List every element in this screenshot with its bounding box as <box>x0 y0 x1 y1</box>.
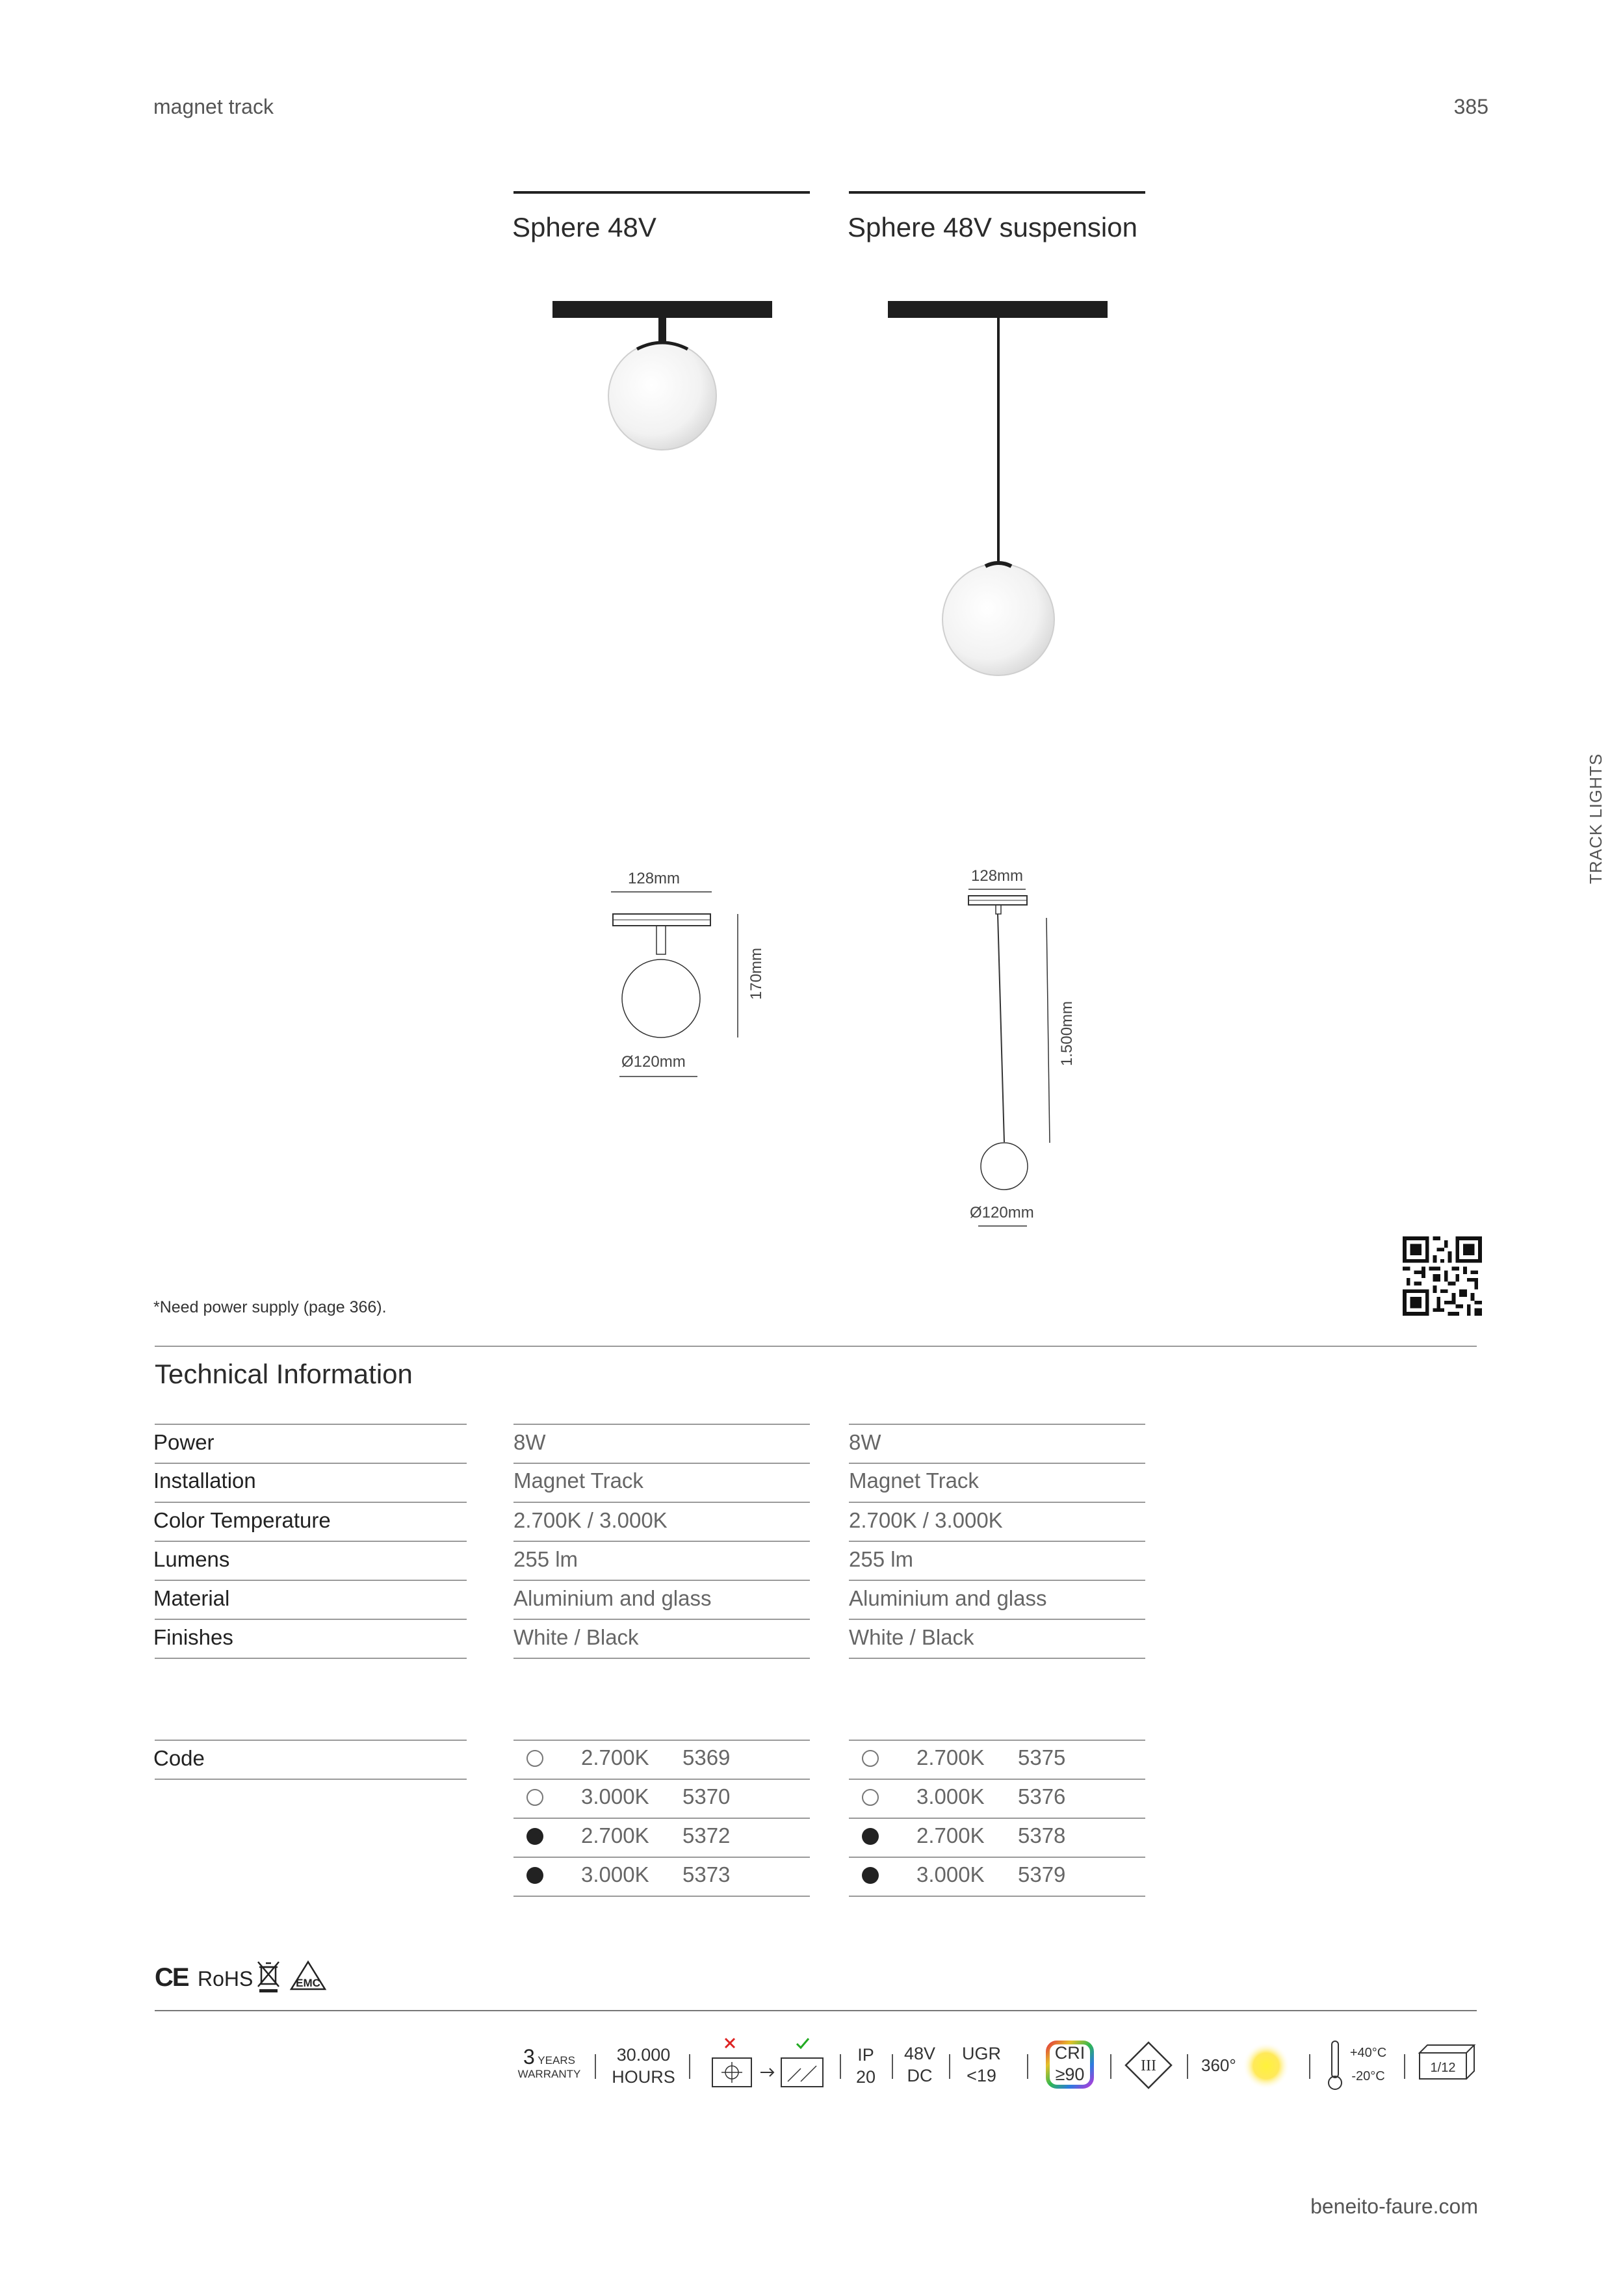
code-rule <box>513 1896 810 1897</box>
hours-value: 30.000 <box>616 2045 671 2065</box>
features-divider <box>155 2010 1477 2011</box>
product-code: 5373 <box>682 1862 731 1886</box>
page-number: 385 <box>1453 95 1488 118</box>
code-rule <box>513 1818 810 1819</box>
product-image-sphere <box>546 296 780 465</box>
spec-rule <box>155 1502 467 1503</box>
code-rule <box>513 1779 810 1780</box>
code-rule <box>513 1857 810 1858</box>
code-rule <box>155 1779 467 1780</box>
code-temperature: 2.700K <box>581 1745 649 1769</box>
spec-rule <box>513 1580 810 1581</box>
code-temperature: 2.700K <box>581 1823 649 1847</box>
product-code: 5370 <box>682 1784 731 1808</box>
spec-rule <box>155 1619 467 1620</box>
voltage-rating <box>897 2042 942 2087</box>
ip-value: 20 <box>855 2067 876 2087</box>
product-code: 5375 <box>1018 1745 1066 1769</box>
code-rule <box>849 1857 1145 1858</box>
spec-rule <box>513 1619 810 1620</box>
light-source-glow-icon <box>1241 2041 1291 2091</box>
drawing-left-diameter: Ø120mm <box>621 1053 686 1071</box>
spec-rule <box>849 1424 1145 1425</box>
drawing-left-width: 128mm <box>628 870 681 887</box>
product-title-rule <box>849 191 1145 194</box>
technical-info-title: Technical Information <box>155 1359 413 1389</box>
feature-separator <box>1309 2054 1310 2079</box>
ip-rating <box>846 2044 885 2088</box>
spec-rule <box>513 1424 810 1425</box>
spec-label-color-temperature: Color Temperature <box>153 1508 331 1532</box>
code-rule <box>513 1740 810 1741</box>
spec-label-power: Power <box>153 1430 214 1454</box>
code-temperature: 3.000K <box>581 1784 649 1808</box>
spec-value-finishes: White / Black <box>513 1625 639 1649</box>
spec-rule <box>155 1463 467 1464</box>
spec-rule <box>849 1580 1145 1581</box>
finish-black-swatch <box>862 1828 879 1845</box>
code-rule <box>849 1779 1145 1780</box>
product-title-sphere: Sphere 48V <box>512 212 656 242</box>
ugr-label: UGR <box>962 2044 1001 2063</box>
finish-white-swatch <box>526 1750 543 1767</box>
product-code: 5378 <box>1018 1823 1066 1847</box>
spec-value-material: Aluminium and glass <box>513 1586 712 1610</box>
spec-label-finishes: Finishes <box>153 1625 233 1649</box>
drawing-left-height: 170mm <box>747 947 765 1000</box>
drawing-right-diameter: Ø120mm <box>970 1204 1034 1221</box>
spec-value-color-temperature: 2.700K / 3.000K <box>849 1508 1003 1532</box>
spec-rule <box>849 1463 1145 1464</box>
code-temperature: 3.000K <box>581 1862 649 1886</box>
lifetime-hours <box>604 2044 682 2088</box>
emc-mark-icon <box>289 1959 328 1993</box>
temp-max: +40°C <box>1349 2046 1387 2060</box>
feature-separator <box>840 2054 841 2079</box>
warranty-years: YEARS <box>538 2054 575 2067</box>
spec-value-material: Aluminium and glass <box>849 1586 1047 1610</box>
power-supply-note: *Need power supply (page 366). <box>153 1298 387 1316</box>
spec-value-finishes: White / Black <box>849 1625 974 1649</box>
warranty-number: 3 <box>523 2045 535 2068</box>
feature-separator <box>595 2054 596 2079</box>
product-code: 5376 <box>1018 1784 1066 1808</box>
drawing-right-height: 1.500mm <box>1058 1000 1076 1066</box>
feature-separator <box>1404 2054 1405 2079</box>
cri-value: ≥90 <box>1055 2065 1085 2084</box>
product-code: 5379 <box>1018 1862 1066 1886</box>
spec-rule <box>513 1502 810 1503</box>
spec-value-installation: Magnet Track <box>849 1468 979 1493</box>
product-title-rule <box>513 191 810 194</box>
spec-value-lumens: 255 lm <box>849 1547 914 1571</box>
rohs-mark: RoHS <box>198 1967 253 1990</box>
spec-rule <box>155 1580 467 1581</box>
spec-rule <box>849 1658 1145 1659</box>
spec-value-color-temperature: 2.700K / 3.000K <box>513 1508 668 1532</box>
cri-label: CRI <box>1054 2043 1085 2063</box>
product-code: 5372 <box>682 1823 731 1847</box>
side-category-label: TRACK LIGHTS <box>1586 753 1605 884</box>
spec-rule <box>513 1463 810 1464</box>
spec-value-installation: Magnet Track <box>513 1468 643 1493</box>
feature-separator <box>689 2054 690 2079</box>
class-label: III <box>1141 2057 1156 2074</box>
driver-replaceable-icon <box>706 2035 829 2093</box>
code-temperature: 3.000K <box>916 1862 985 1886</box>
finish-white-swatch <box>862 1750 879 1767</box>
finish-black-swatch <box>526 1867 543 1884</box>
finish-black-swatch <box>862 1867 879 1884</box>
spec-rule <box>513 1658 810 1659</box>
product-title-sphere-suspension: Sphere 48V suspension <box>848 212 1137 242</box>
spec-rule <box>155 1541 467 1542</box>
temp-min: -20°C <box>1351 2069 1385 2083</box>
feature-separator <box>1187 2054 1188 2079</box>
feature-separator <box>1110 2054 1111 2079</box>
qr-code[interactable] <box>1403 1236 1482 1316</box>
weee-bin-icon <box>255 1959 281 1993</box>
code-rule <box>849 1818 1145 1819</box>
spec-value-power: 8W <box>513 1430 546 1454</box>
current-type: DC <box>907 2066 933 2085</box>
spec-rule <box>849 1619 1145 1620</box>
spec-label-installation: Installation <box>153 1468 256 1493</box>
code-rule <box>849 1896 1145 1897</box>
code-label: Code <box>153 1746 205 1770</box>
operating-temperature <box>1345 2041 1391 2088</box>
spec-label-material: Material <box>153 1586 230 1610</box>
ugr-rating <box>955 2042 1007 2087</box>
code-temperature: 2.700K <box>916 1745 985 1769</box>
code-rule <box>849 1740 1145 1741</box>
packaging-box-icon <box>1416 2041 1478 2083</box>
packaging-units: 1/12 <box>1430 2061 1456 2075</box>
warranty-badge <box>517 2045 582 2081</box>
section-divider <box>155 1346 1477 1347</box>
spec-rule <box>849 1502 1145 1503</box>
product-code: 5369 <box>682 1745 731 1769</box>
product-image-sphere-suspension <box>877 296 1124 686</box>
spec-rule <box>155 1424 467 1425</box>
finish-black-swatch <box>526 1828 543 1845</box>
voltage-value: 48V <box>903 2044 936 2063</box>
code-temperature: 2.700K <box>916 1823 985 1847</box>
code-rule <box>155 1740 467 1741</box>
spec-rule <box>849 1541 1145 1542</box>
ip-label: IP <box>857 2045 874 2065</box>
finish-white-swatch <box>526 1789 543 1806</box>
spec-rule <box>155 1658 467 1659</box>
spec-label-lumens: Lumens <box>153 1547 230 1571</box>
hours-word: HOURS <box>612 2067 675 2087</box>
feature-separator <box>892 2054 893 2079</box>
ugr-value: <19 <box>967 2066 996 2085</box>
drawing-right-width: 128mm <box>971 867 1024 885</box>
feature-separator <box>1027 2054 1028 2079</box>
protection-class-iii-icon <box>1123 2040 1174 2091</box>
spec-value-power: 8W <box>849 1430 881 1454</box>
ce-mark-icon: CE <box>155 1963 188 1992</box>
spec-rule <box>513 1541 810 1542</box>
website-link[interactable]: beneito-faure.com <box>1310 2195 1478 2218</box>
finish-white-swatch <box>862 1789 879 1806</box>
feature-separator <box>949 2054 950 2079</box>
cri-rating <box>1045 2042 1095 2085</box>
warranty-word: WARRANTY <box>517 2068 581 2080</box>
section-title: magnet track <box>153 95 274 118</box>
spec-value-lumens: 255 lm <box>513 1547 578 1571</box>
beam-angle: 360° <box>1201 2055 1236 2075</box>
thermometer-icon <box>1326 2039 1344 2092</box>
code-temperature: 3.000K <box>916 1784 985 1808</box>
emc-mark-text: EMC <box>296 1977 320 1989</box>
